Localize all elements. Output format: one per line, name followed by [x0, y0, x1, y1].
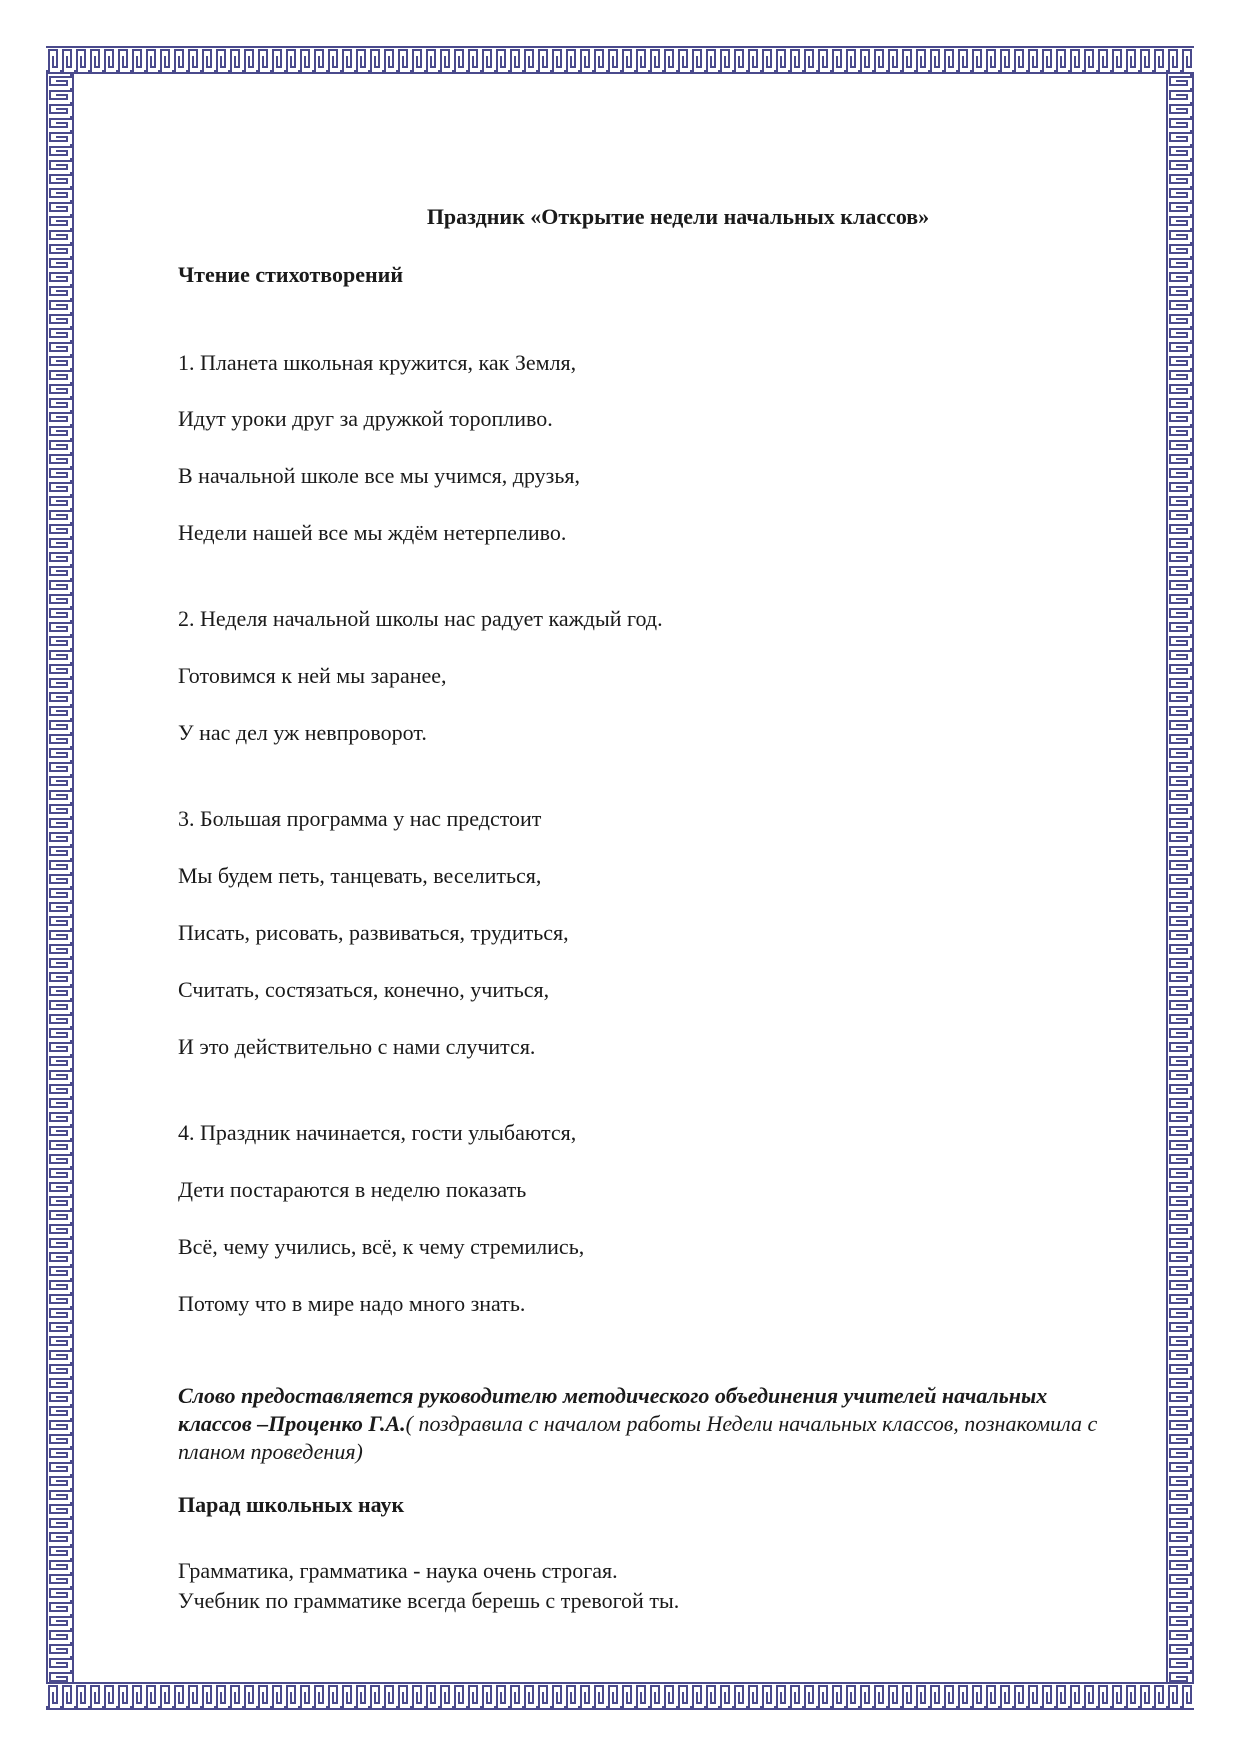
poem-line: Считать, состязаться, конечно, учиться, — [178, 977, 550, 1002]
poem-line: Писать, рисовать, развиваться, трудиться, — [178, 920, 569, 945]
poem-line: Недели нашей все мы ждём нетерпеливо. — [178, 520, 567, 545]
poem-line: Мы будем петь, танцевать, веселиться, — [178, 863, 542, 888]
poem-line: В начальной школе все мы учимся, друзья, — [178, 463, 581, 488]
poem-line: У нас дел уж невпроворот. — [178, 720, 427, 745]
poem-line: 4. Праздник начинается, гости улыбаются, — [178, 1120, 577, 1145]
speaker-note — [178, 1382, 1118, 1466]
poem-line: Всё, чему учились, всё, к чему стремились, — [178, 1234, 585, 1259]
poem-line: Дети постараются в неделю показать — [178, 1177, 527, 1202]
grammar-line: Учебник по грамматике всегда берешь с тревогой ты. — [178, 1588, 680, 1613]
speaker-note-bold: Слово предоставляется руководителю методического объединения учителей начальных классов –Проценко Г.А. — [178, 1383, 1048, 1436]
poem-line: Готовимся к ней мы заранее, — [178, 663, 447, 688]
poem-line: И это действительно с нами случится. — [178, 1034, 536, 1059]
poem-line: 1. Планета школьная кружится, как Земля, — [178, 350, 577, 375]
section-heading-parade: Парад школьных наук — [178, 1492, 405, 1517]
grammar-line: Грамматика, грамматика - наука очень строгая. — [178, 1558, 618, 1583]
poem-line: 2. Неделя начальной школы нас радует каждый год. — [178, 606, 663, 631]
poem-line: 3. Большая программа у нас предстоит — [178, 806, 542, 831]
section-heading-reading: Чтение стихотворений — [178, 262, 404, 287]
poem-line: Идут уроки друг за дружкой торопливо. — [178, 406, 553, 431]
page-title: Праздник «Открытие недели начальных классов» — [426, 204, 930, 229]
decorative-border-bottom — [46, 1682, 1194, 1710]
decorative-border-right — [1166, 74, 1194, 1682]
decorative-border-top — [46, 46, 1194, 74]
decorative-border-left — [46, 74, 74, 1682]
grammar-verse — [178, 1556, 679, 1616]
poem-line: Потому что в мире надо много знать. — [178, 1291, 526, 1316]
speaker-note-detail: ( поздравила с началом работы Недели начальных классов, познакомила с планом проведения) — [178, 1411, 1098, 1464]
